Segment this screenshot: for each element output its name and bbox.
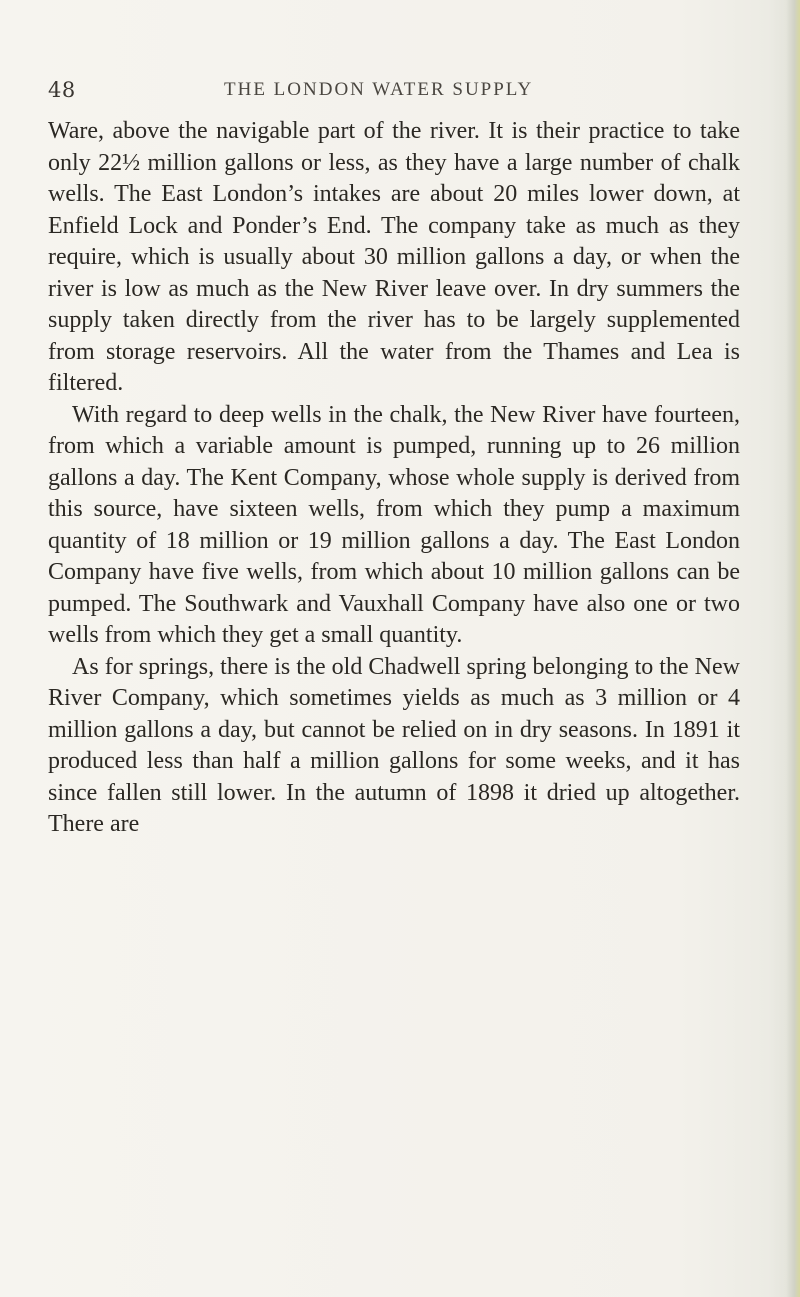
- running-title: THE LONDON WATER SUPPLY: [224, 79, 534, 100]
- paragraph: Ware, above the navigable part of the river. It is their practice to take only 22½ million gallons or less, as they have a large number of chalk wells. The East London’s intakes are about 20 miles lower down, at Enfield Lock and Ponder’s End. The company take as much as they require, which is usually about 30 million gallons a day, or when the river is low as much as the New River leave over. In dry summers the supply taken directly from the river has to be largely supplemented from storage reservoirs. All the water from the Thames and Lea is filtered.: [48, 118, 740, 396]
- body-text: [48, 116, 740, 841]
- paragraph: As for springs, there is the old Chadwell spring belonging to the New River Company, which sometimes yields as much as 3 million or 4 million gallons a day, but cannot be relied on in dry seasons. In 1891 it produced less than half a million gallons for some weeks, and it has since fallen still lower. In the autumn of 1898 it dried up altogether. There are: [48, 653, 740, 837]
- page-number: 48: [48, 78, 76, 102]
- running-head: [48, 78, 788, 106]
- page-edge: [786, 0, 800, 1297]
- paragraph: With regard to deep wells in the chalk, the New River have fourteen, from which a variable amount is pumped, running up to 26 million gallons a day. The Kent Company, whose whole supply is derived from this source, have sixteen wells, from which they pump a maximum quantity of 18 million or 19 million gallons a day. The East London Company have five wells, from which about 10 million gallons can be pumped. The Southwark and Vauxhall Company have also one or two wells from which they get a small quantity.: [48, 401, 740, 648]
